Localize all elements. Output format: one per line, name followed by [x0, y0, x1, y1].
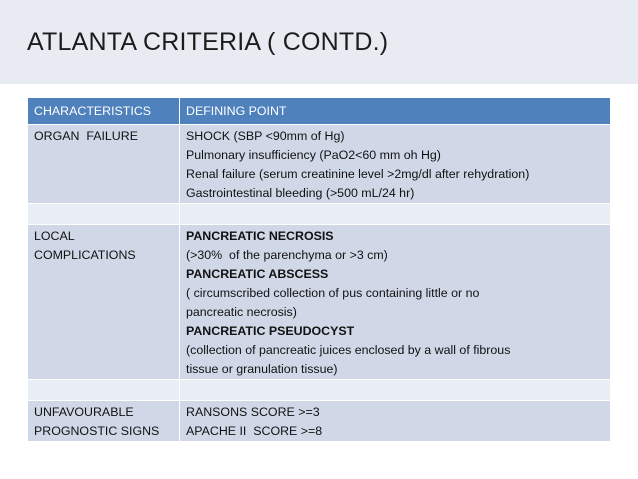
header-defining-point: DEFINING POINT: [180, 98, 611, 125]
empty-cell: [28, 204, 180, 225]
prognostic-point: APACHE II SCORE >=8: [186, 424, 323, 438]
organ-failure-point: Pulmonary insufficiency (PaO2<60 mm oh Hg): [186, 148, 441, 162]
organ-failure-label: ORGAN FAILURE: [28, 125, 180, 204]
label-line: PROGNOSTIC SIGNS: [34, 424, 160, 438]
table-row-empty: [28, 204, 611, 225]
local-complications-label: [28, 225, 180, 380]
criteria-table: [27, 97, 611, 442]
local-complications-points: [180, 225, 611, 380]
table-row-prognostic: [28, 401, 611, 442]
abscess-title: PANCREATIC ABSCESS: [186, 267, 329, 281]
necrosis-title: PANCREATIC NECROSIS: [186, 229, 334, 243]
pseudocyst-title: PANCREATIC PSEUDOCYST: [186, 324, 355, 338]
pseudocyst-desc: tissue or granulation tissue): [186, 362, 338, 376]
slide-title: ATLANTA CRITERIA ( CONTD.): [27, 28, 389, 56]
label-line: COMPLICATIONS: [34, 248, 136, 262]
header-characteristics: CHARACTERISTICS: [28, 98, 180, 125]
prognostic-label: [28, 401, 180, 442]
empty-cell: [180, 204, 611, 225]
empty-cell: [28, 380, 180, 401]
label-line: LOCAL: [34, 229, 75, 243]
empty-cell: [180, 380, 611, 401]
header-row: [28, 98, 611, 125]
abscess-desc: ( circumscribed collection of pus containing little or no: [186, 286, 480, 300]
table-row-local-complications: [28, 225, 611, 380]
pseudocyst-desc: (collection of pancreatic juices enclosed by a wall of fibrous: [186, 343, 511, 357]
organ-failure-point: Renal failure (serum creatinine level >2mg/dl after rehydration): [186, 167, 530, 181]
table-row-organ-failure: [28, 125, 611, 204]
prognostic-points: [180, 401, 611, 442]
organ-failure-points: [180, 125, 611, 204]
prognostic-point: RANSONS SCORE >=3: [186, 405, 320, 419]
abscess-desc: pancreatic necrosis): [186, 305, 297, 319]
necrosis-desc: (>30% of the parenchyma or >3 cm): [186, 248, 388, 262]
organ-failure-point: Gastrointestinal bleeding (>500 mL/24 hr): [186, 186, 415, 200]
table-row-empty: [28, 380, 611, 401]
organ-failure-point: SHOCK (SBP <90mm of Hg): [186, 129, 345, 143]
label-line: UNFAVOURABLE: [34, 405, 134, 419]
